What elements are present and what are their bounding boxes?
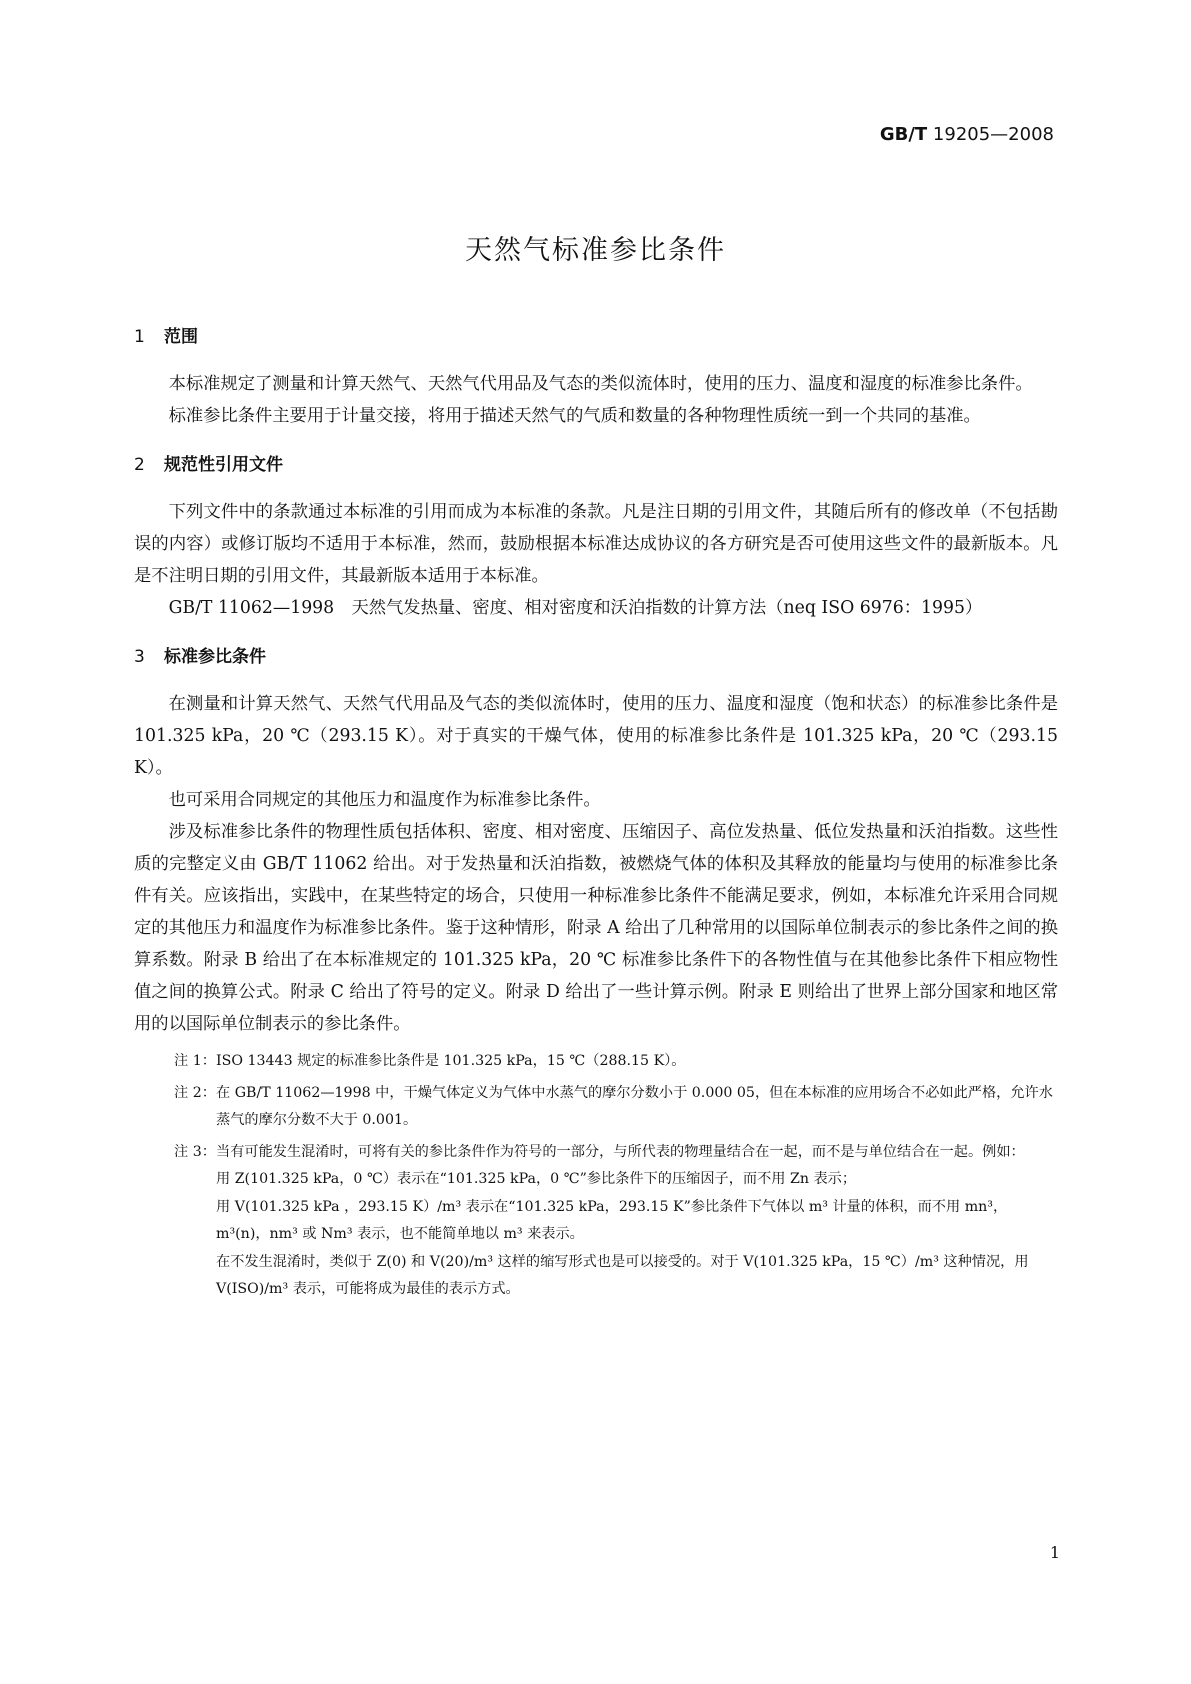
standard-code-header (880, 124, 1054, 145)
note-3-example: 用 Z(101.325 kPa，0 ℃）表示在“101.325 kPa，0 ℃”参比条件下的压缩因子，而不用 Zn 表示； (216, 1171, 857, 1187)
note-text: 在 GB/T 11062—1998 中，干燥气体定义为气体中水蒸气的摩尔分数小于 0.000 05，但在本标准的应用场合不必如此严格，允许水蒸气的摩尔分数不大于 0.001。 (216, 1084, 1053, 1128)
document-title: 天然气标准参比条件 (465, 235, 726, 266)
document-body (134, 322, 1058, 1304)
paragraph: 在测量和计算天然气、天然气代用品及气态的类似流体时，使用的压力、温度和湿度（饱和状态）的标准参比条件是 101.325 kPa，20 ℃（293.15 K）。对于真实的干燥气体，使用的标准参比条件是 101.325 kPa，20 ℃（293.15 K）。 (134, 694, 1058, 778)
note-3-example: 用 V(101.325 kPa ，293.15 K）/m³ 表示在“101.325 kPa，293.15 K”参比条件下气体以 m³ 计量的体积，而不用 mn³，m³(n)，nm³ 或 Nm³ 表示，也不能简单地以 m³ 来表示。 (216, 1198, 1008, 1242)
section-title: 规范性引用文件 (164, 455, 283, 475)
note-3-example: 在不发生混淆时，类似于 Z(0) 和 V(20)/m³ 这样的缩写形式也是可以接受的。对于 V(101.325 kPa，15 ℃）/m³ 这种情况，用 V(ISO)/m³ 表示，可能将成为最佳的表示方式。 (216, 1253, 1029, 1297)
section-number: 3 (134, 647, 145, 667)
section-number: 2 (134, 455, 145, 475)
section-heading-reference-conditions (134, 642, 1058, 670)
paragraph: 本标准规定了测量和计算天然气、天然气代用品及气态的类似流体时，使用的压力、温度和湿度的标准参比条件。 (168, 374, 1033, 394)
section-heading-scope (134, 322, 1058, 350)
page-number: 1 (1049, 1543, 1060, 1562)
reference-entry: GB/T 11062—1998 天然气发热量、密度、相对密度和沃泊指数的计算方法（neq ISO 6976：1995） (168, 598, 983, 618)
paragraph: 标准参比条件主要用于计量交接，将用于描述天然气的气质和数量的各种物理性质统一到一个共同的基准。 (168, 406, 981, 426)
paragraph: 下列文件中的条款通过本标准的引用而成为本标准的条款。凡是注日期的引用文件，其随后所有的修改单（不包括勘误的内容）或修订版均不适用于本标准，然而，鼓励根据本标准达成协议的各方研究是否可使用这些文件的最新版本。凡是不注明日期的引用文件，其最新版本适用于本标准。 (134, 502, 1058, 586)
section-number: 1 (134, 327, 145, 347)
note-2 (174, 1080, 1058, 1135)
paragraph: 也可采用合同规定的其他压力和温度作为标准参比条件。 (168, 790, 601, 810)
section-heading-normative-references (134, 450, 1058, 478)
note-text: ISO 13443 规定的标准参比条件是 101.325 kPa，15 ℃（288.15 K）。 (216, 1053, 686, 1069)
note-3 (174, 1139, 1058, 1167)
paragraph: 涉及标准参比条件的物理性质包括体积、密度、相对密度、压缩因子、高位发热量、低位发热量和沃泊指数。这些性质的完整定义由 GB/T 11062 给出。对于发热量和沃泊指数，被燃烧气体的体积及其释放的能量均与使用的标准参比条件有关。应该指出，实践中，在某些特定的场合，只使用一种标准参比条件不能满足要求，例如，本标准允许采用合同规定的其他压力和温度作为标准参比条件。鉴于这种情形，附录 A 给出了几种常用的以国际单位制表示的参比条件之间的换算系数。附录 B 给出了在本标准规定的 101.325 kPa，20 ℃ 标准参比条件下的各物性值与在其他参比条件下相应物性值之间的换算公式。附录 C 给出了符号的定义。附录 D 给出了一些计算示例。附录 E 则给出了世界上部分国家和地区常用的以国际单位制表示的参比条件。 (134, 822, 1058, 1034)
standard-code-prefix: GB/T (879, 124, 928, 145)
section-title: 标准参比条件 (164, 647, 266, 667)
standard-code-number: 19205—2008 (932, 124, 1054, 145)
note-label: 注 3： (174, 1143, 216, 1160)
note-1 (174, 1048, 1058, 1076)
note-label: 注 2： (174, 1084, 216, 1101)
note-label: 注 1： (174, 1053, 216, 1069)
note-text: 当有可能发生混淆时，可将有关的参比条件作为符号的一部分，与所代表的物理量结合在一起，而不是与单位结合在一起。例如： (216, 1143, 1025, 1160)
section-title: 范围 (164, 327, 198, 347)
